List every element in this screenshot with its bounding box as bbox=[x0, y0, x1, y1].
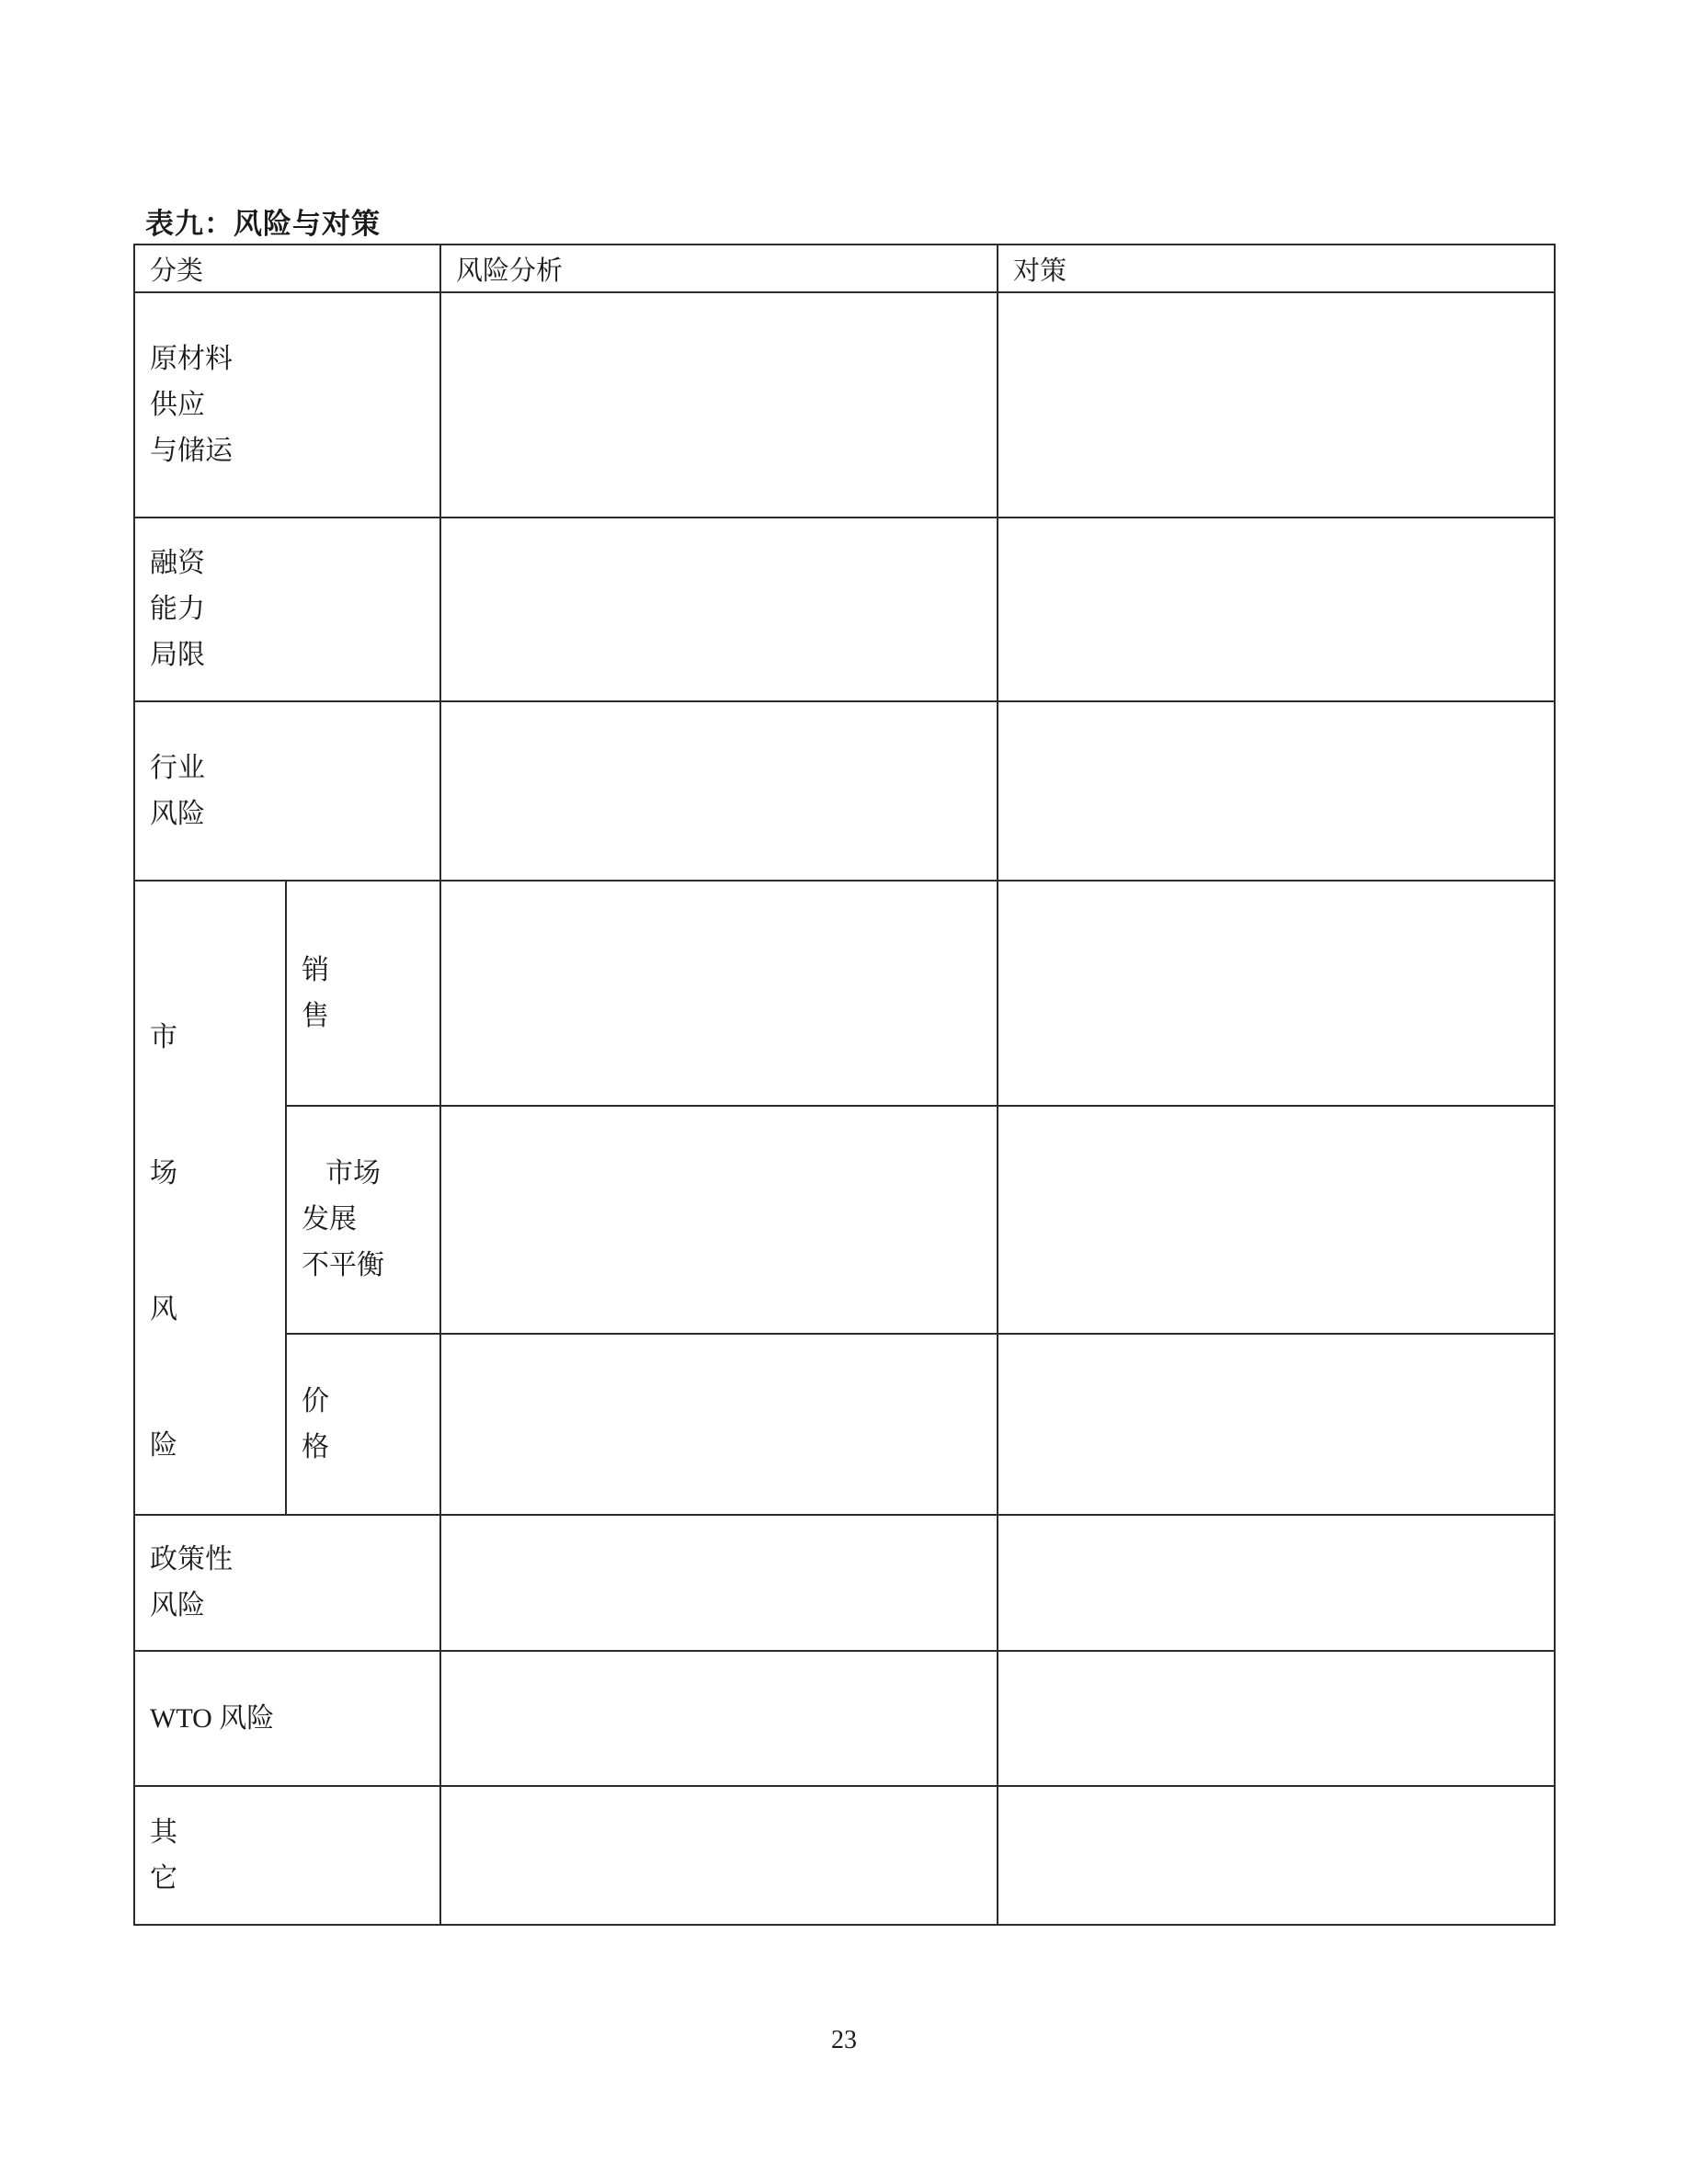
category-label-line: 风险 bbox=[150, 798, 205, 829]
header-countermeasure: 对策 bbox=[998, 245, 1555, 292]
category-label-line: 行业 bbox=[150, 752, 205, 783]
countermeasure-cell-financing bbox=[998, 518, 1555, 701]
countermeasure-cell-raw-material bbox=[998, 292, 1555, 518]
table-row bbox=[134, 1106, 1555, 1334]
table-row bbox=[134, 1786, 1555, 1925]
table-row bbox=[134, 1515, 1555, 1651]
category-label-line: 与储运 bbox=[150, 435, 233, 466]
table-row bbox=[134, 701, 1555, 881]
page-number: 23 bbox=[831, 2026, 857, 2054]
table-row bbox=[134, 292, 1555, 518]
countermeasure-cell-market-imbalance bbox=[998, 1106, 1555, 1334]
subcategory-label-line: 售 bbox=[302, 1000, 329, 1031]
risk-countermeasure-table bbox=[133, 244, 1556, 1926]
category-cell-market-risk bbox=[134, 881, 286, 1515]
subcategory-label-line: 价 bbox=[302, 1385, 329, 1416]
table-row bbox=[134, 518, 1555, 701]
market-label-char: 场 bbox=[150, 1157, 177, 1189]
subcategory-label-line: 不平衡 bbox=[302, 1250, 384, 1280]
market-label-char: 风 bbox=[150, 1293, 177, 1325]
category-cell-industry bbox=[134, 701, 440, 881]
category-cell-financing bbox=[134, 518, 440, 701]
countermeasure-cell-other bbox=[998, 1786, 1555, 1925]
category-label-line: 其 bbox=[150, 1816, 177, 1848]
risk-analysis-cell-sales bbox=[440, 881, 998, 1106]
category-label-line: 政策性 bbox=[150, 1544, 233, 1575]
subcategory-label-line: 销 bbox=[302, 954, 329, 985]
market-risk-vertical-label bbox=[150, 882, 279, 1514]
header-category: 分类 bbox=[134, 245, 440, 292]
category-label-line: 局限 bbox=[150, 640, 205, 670]
risk-analysis-cell-other bbox=[440, 1786, 998, 1925]
table-row bbox=[134, 1334, 1555, 1515]
subcategory-label-line: 格 bbox=[302, 1431, 329, 1462]
subcategory-label-line: 市场 bbox=[325, 1158, 381, 1189]
category-label-line: 它 bbox=[150, 1862, 177, 1894]
table-row bbox=[134, 881, 1555, 1106]
subcategory-cell-price bbox=[286, 1334, 440, 1515]
category-label-line: WTO 风险 bbox=[150, 1702, 275, 1734]
header-risk-analysis: 风险分析 bbox=[440, 245, 998, 292]
header-row bbox=[134, 245, 1555, 292]
countermeasure-cell-sales bbox=[998, 881, 1555, 1106]
category-cell-wto bbox=[134, 1651, 440, 1786]
subcategory-cell-market-imbalance bbox=[286, 1106, 440, 1334]
subcategory-cell-sales bbox=[286, 881, 440, 1106]
risk-analysis-cell-market-imbalance bbox=[440, 1106, 998, 1334]
category-label-line: 风险 bbox=[150, 1590, 205, 1621]
risk-analysis-cell-industry bbox=[440, 701, 998, 881]
table-title: 表九：风险与对策 bbox=[145, 208, 381, 240]
market-label-char: 市 bbox=[150, 1021, 177, 1052]
countermeasure-cell-price bbox=[998, 1334, 1555, 1515]
category-label-line: 供应 bbox=[150, 389, 205, 420]
risk-analysis-cell-financing bbox=[440, 518, 998, 701]
category-cell-policy bbox=[134, 1515, 440, 1651]
category-label-line: 原材料 bbox=[150, 343, 233, 374]
countermeasure-cell-wto bbox=[998, 1651, 1555, 1786]
risk-analysis-cell-price bbox=[440, 1334, 998, 1515]
market-label-char: 险 bbox=[150, 1429, 177, 1461]
category-cell-raw-material bbox=[134, 292, 440, 518]
countermeasure-cell-policy bbox=[998, 1515, 1555, 1651]
risk-analysis-cell-policy bbox=[440, 1515, 998, 1651]
risk-analysis-cell-raw-material bbox=[440, 292, 998, 518]
category-cell-other bbox=[134, 1786, 440, 1925]
risk-analysis-cell-wto bbox=[440, 1651, 998, 1786]
category-label-line: 融资 bbox=[150, 548, 205, 578]
category-label-line: 能力 bbox=[150, 594, 205, 624]
countermeasure-cell-industry bbox=[998, 701, 1555, 881]
table-row bbox=[134, 1651, 1555, 1786]
subcategory-label-line: 发展 bbox=[302, 1204, 357, 1234]
